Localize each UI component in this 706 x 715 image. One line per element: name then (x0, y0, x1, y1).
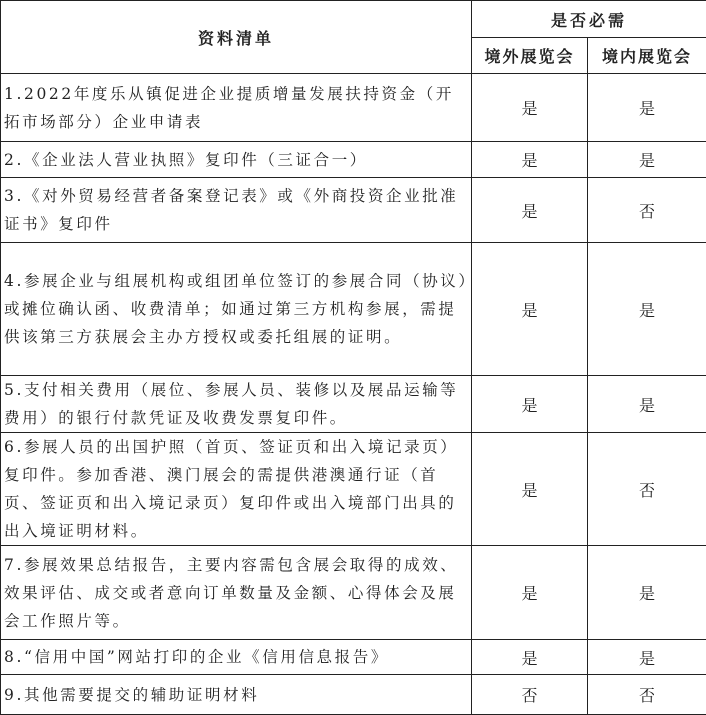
table-row (1, 675, 706, 715)
overseas-value: 是 (472, 376, 588, 433)
table-row (1, 376, 706, 433)
table-row (1, 74, 706, 142)
domestic-value: 是 (588, 640, 706, 675)
table-row (1, 433, 706, 546)
table-row (1, 640, 706, 675)
overseas-value: 是 (472, 640, 588, 675)
item-text: 3.《对外贸易经营者备案登记表》或《外商投资企业批准证书》复印件 (1, 178, 472, 243)
item-text: 4.参展企业与组展机构或组团单位签订的参展合同（协议）或摊位确认函、收费清单；如通过第三方机构参展，需提供该第三方获展会主办方授权或委托组展的证明。 (1, 243, 472, 376)
item-text: 1.2022年度乐从镇促进企业提质增量发展扶持资金（开拓市场部分）企业申请表 (1, 74, 472, 142)
domestic-value: 是 (588, 243, 706, 376)
overseas-value: 是 (472, 142, 588, 178)
table-row (1, 178, 706, 243)
item-text: 6.参展人员的出国护照（首页、签证页和出入境记录页）复印件。参加香港、澳门展会的需提供港澳通行证（首页、签证页和出入境记录页）复印件或出入境部门出具的出入境证明材料。 (1, 433, 472, 546)
table-row (1, 142, 706, 178)
domestic-header: 境内展览会 (588, 38, 706, 74)
domestic-value: 否 (588, 675, 706, 715)
overseas-value: 否 (472, 675, 588, 715)
item-text: 2.《企业法人营业执照》复印件（三证合一） (1, 142, 472, 178)
overseas-value: 是 (472, 546, 588, 640)
item-text: 8.“信用中国”网站打印的企业《信用信息报告》 (1, 640, 472, 675)
item-text: 5.支付相关费用（展位、参展人员、装修以及展品运输等费用）的银行付款凭证及收费发票复印件。 (1, 376, 472, 433)
overseas-value: 是 (472, 74, 588, 142)
table-row (1, 546, 706, 640)
required-header: 是否必需 (472, 1, 706, 38)
overseas-header: 境外展览会 (472, 38, 588, 74)
overseas-value: 是 (472, 178, 588, 243)
list-title-header: 资料清单 (1, 1, 472, 74)
overseas-value: 是 (472, 243, 588, 376)
domestic-value: 否 (588, 178, 706, 243)
overseas-value: 是 (472, 433, 588, 546)
domestic-value: 是 (588, 74, 706, 142)
domestic-value: 否 (588, 433, 706, 546)
item-text: 9.其他需要提交的辅助证明材料 (1, 675, 472, 715)
domestic-value: 是 (588, 376, 706, 433)
item-text: 7.参展效果总结报告，主要内容需包含展会取得的成效、效果评估、成交或者意向订单数量及金额、心得体会及展会工作照片等。 (1, 546, 472, 640)
table-row (1, 243, 706, 376)
domestic-value: 是 (588, 546, 706, 640)
domestic-value: 是 (588, 142, 706, 178)
